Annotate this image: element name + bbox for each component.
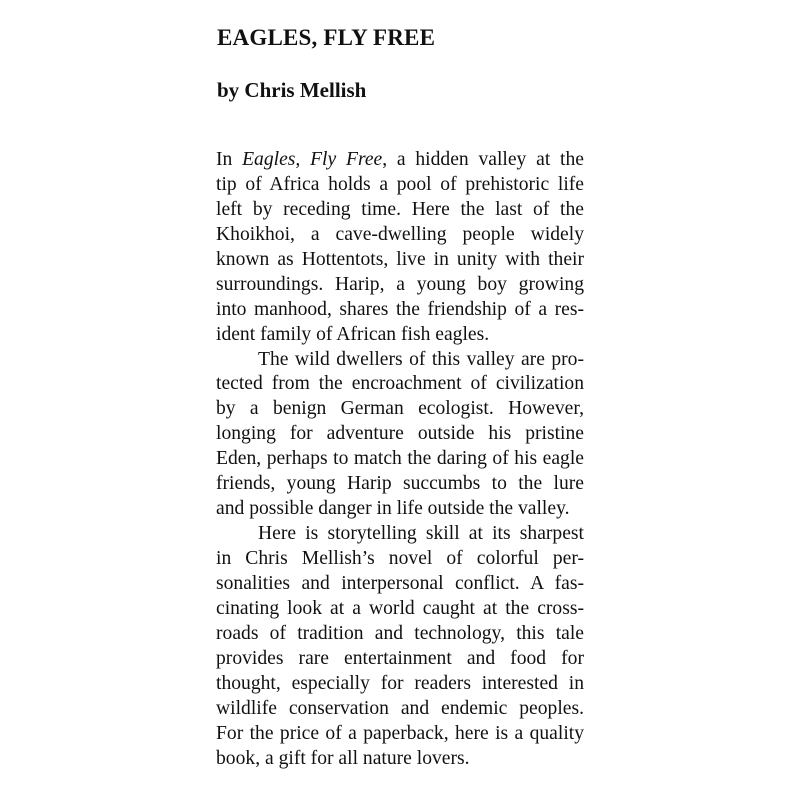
text-line (216, 497, 584, 522)
author-byline: by Chris Mellish (217, 78, 367, 102)
text-segment: wildlife conservation and endemic peoples. (216, 697, 584, 719)
review-body (216, 148, 584, 771)
text-segment: ident family of African fish eagles. (216, 323, 490, 345)
text-line (216, 422, 584, 447)
text-line (216, 397, 584, 422)
text-segment: In (216, 149, 243, 170)
text-line (216, 298, 584, 323)
text-segment: longing for adventure outside his pristine (216, 423, 584, 445)
text-line (216, 572, 584, 597)
text-line (216, 522, 584, 547)
text-segment: Eden, perhaps to match the daring of his eagle (216, 448, 584, 470)
text-segment: roads of tradition and technology, this tale (216, 622, 584, 644)
text-segment: provides rare entertainment and food for (216, 647, 584, 669)
text-segment: tected from the encroachment of civilization (216, 373, 584, 395)
text-line (216, 647, 584, 672)
text-segment: , a hidden valley at the (382, 149, 584, 170)
text-line (216, 472, 584, 497)
italic-book-title: Eagles, Fly Free (242, 149, 383, 170)
text-segment: friends, young Harip succumbs to the lure (216, 473, 584, 495)
text-segment: cinating look at a world caught at the cross- (216, 597, 584, 619)
text-line (216, 747, 584, 772)
text-line (216, 722, 584, 747)
text-segment: For the price of a paperback, here is a quality (216, 722, 584, 744)
text-line (216, 697, 584, 722)
text-line (216, 622, 584, 647)
text-segment: tip of Africa holds a pool of prehistoric life (216, 173, 584, 195)
text-segment: surroundings. Harip, a young boy growing (216, 273, 584, 295)
text-segment: into manhood, shares the friendship of a res- (216, 298, 584, 320)
text-line (216, 348, 584, 373)
text-segment: thought, especially for readers interested in (216, 672, 584, 694)
text-segment: in Chris Mellish’s novel of colorful per- (216, 548, 584, 569)
text-segment: left by receding time. Here the last of the (216, 198, 584, 220)
text-segment: Khoikhoi, a cave-dwelling people widely (216, 223, 584, 245)
text-line (216, 323, 584, 348)
text-segment: book, a gift for all nature lovers. (216, 747, 470, 769)
text-line (216, 198, 584, 223)
text-segment: by a benign German ecologist. However, (216, 398, 584, 420)
text-line (216, 672, 584, 697)
book-title: EAGLES, FLY FREE (217, 25, 436, 50)
text-line (216, 597, 584, 622)
text-line (216, 273, 584, 298)
text-segment: The wild dwellers of this valley are pro- (258, 348, 584, 370)
text-segment: sonalities and interpersonal conflict. A fas- (216, 572, 584, 594)
text-segment: Here is storytelling skill at its sharpest (258, 523, 584, 545)
text-line (216, 148, 584, 173)
text-line (216, 447, 584, 472)
text-line (216, 173, 584, 198)
text-line (216, 372, 584, 397)
text-line (216, 248, 584, 273)
text-line (216, 223, 584, 248)
text-line (216, 547, 584, 572)
text-segment: and possible danger in life outside the valley. (216, 498, 570, 520)
text-segment: known as Hottentots, live in unity with their (216, 248, 584, 270)
